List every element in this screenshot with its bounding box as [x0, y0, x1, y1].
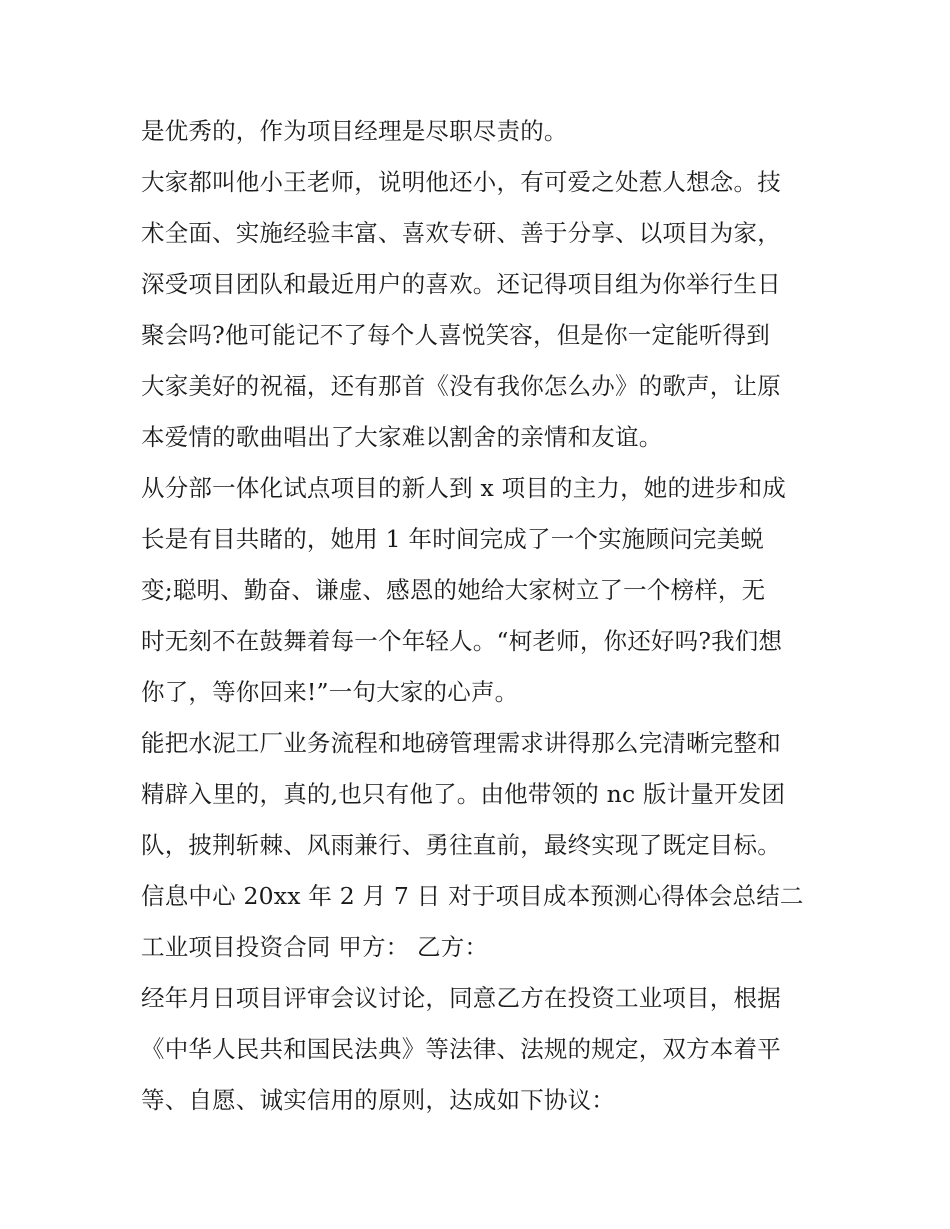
text-line: 从分部一体化试点项目的新人到 x 项目的主力，她的进步和成 [141, 474, 786, 502]
text-line: 《中华人民共和国民法典》等法律、法规的规定，双方本着平 [141, 1035, 781, 1063]
text-line: 长是有目共睹的，她用 1 年时间完成了一个实施顾问完美蜕 [141, 525, 764, 553]
text-line: 经年月日项目评审会议讨论，同意乙方在投资工业项目，根据 [141, 984, 781, 1012]
text-line: 聚会吗?他可能记不了每个人喜悦笑容，但是你一定能听得到 [141, 321, 770, 349]
text-line: 工业项目投资合同 甲方： 乙方： [141, 933, 489, 961]
text-line: 变;聪明、勤奋、谦虚、感恩的她给大家树立了一个榜样，无 [141, 576, 766, 604]
text-line: 大家都叫他小王老师，说明他还小，有可爱之处惹人想念。技 [141, 168, 781, 196]
text-line: 你了，等你回来!”一句大家的心声。 [141, 678, 519, 706]
text-line: 时无刻不在鼓舞着每一个年轻人。“柯老师，你还好吗?我们想 [141, 627, 783, 655]
text-line: 本爱情的歌曲唱出了大家难以割舍的亲情和友谊。 [141, 423, 663, 451]
text-line: 术全面、实施经验丰富、喜欢专研、善于分享、以项目为家， [141, 219, 781, 247]
text-line: 等、自愿、诚实信用的原则，达成如下协议： [141, 1086, 615, 1114]
text-line: 精辟入里的，真的,也只有他了。由他带领的 nc 版计量开发团 [141, 780, 786, 808]
text-line: 能把水泥工厂业务流程和地磅管理需求讲得那么完清晰完整和 [141, 729, 781, 757]
text-line: 队，披荆斩棘、风雨兼行、勇往直前，最终实现了既定目标。 [141, 831, 781, 859]
text-line: 深受项目团队和最近用户的喜欢。还记得项目组为你举行生日 [141, 270, 781, 298]
text-line: 大家美好的祝福，还有那首《没有我你怎么办》的歌声，让原 [141, 372, 781, 400]
text-line: 信息中心 20xx 年 2 月 7 日 对于项目成本预测心得体会总结二 [141, 882, 804, 910]
text-line: 是优秀的，作为项目经理是尽职尽责的。 [141, 117, 568, 145]
document-body [141, 106, 821, 1126]
